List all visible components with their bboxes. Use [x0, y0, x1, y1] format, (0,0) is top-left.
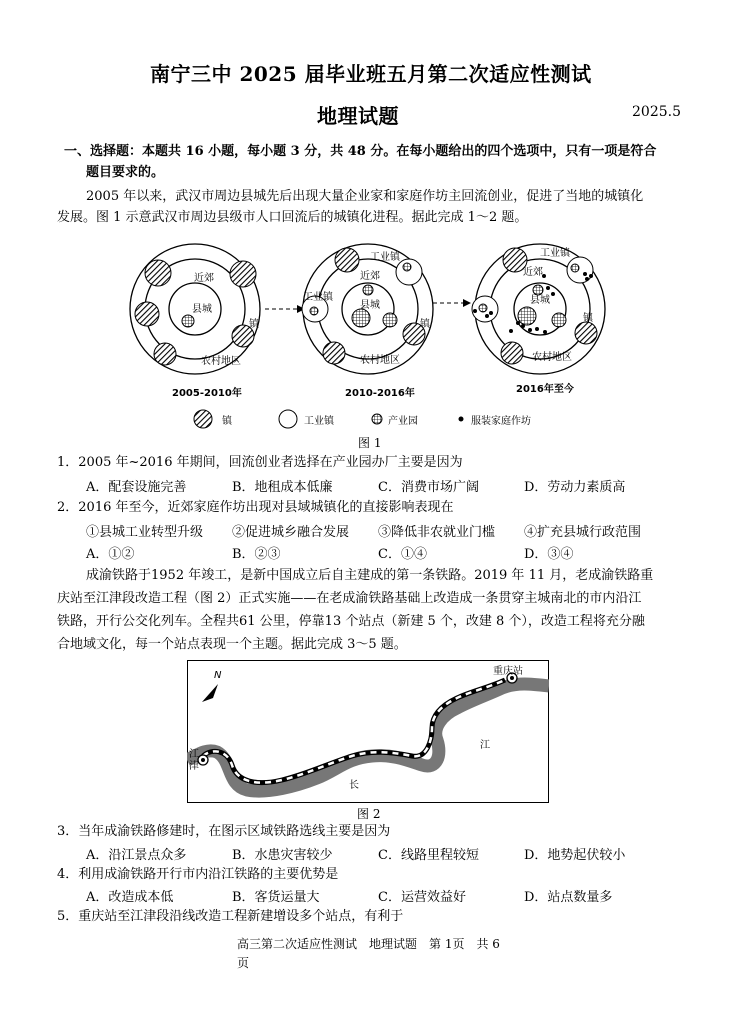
p3-suburb-label: 近郊 [523, 267, 543, 278]
industrial-park-marker [383, 313, 397, 327]
p2-suburb-label: 近郊 [360, 271, 380, 282]
industrial-park-marker [571, 264, 579, 272]
p2-county-label: 县城 [360, 300, 380, 311]
figure2-map [187, 660, 549, 803]
p3-rural-label: 农村地区 [532, 352, 572, 363]
p3-period-label: 2016年至今 [516, 384, 574, 395]
p1-rural-label: 农村地区 [201, 356, 241, 367]
passage2-line2: 庆站至江津段改造工程（图 2）正式实施——在老成渝铁路基础上改造成一条贯穿主城南北的市内沿江 [57, 591, 642, 606]
section-heading-line2: 题目要求的。 [86, 165, 165, 180]
p1-suburb-label: 近郊 [194, 273, 214, 284]
q3-option-a[interactable]: A．沿江景点众多 [86, 848, 187, 863]
p3-county-label: 县城 [530, 295, 550, 306]
town-marker [154, 343, 176, 365]
q4-stem: 4．利用成渝铁路开行市内沿江铁路的主要优势是 [57, 867, 339, 882]
q3-option-c[interactable]: C．线路里程较短 [378, 848, 479, 863]
industrial-park-marker [552, 313, 566, 327]
legend-industrial-park-symbol [372, 414, 382, 424]
q2-option-a[interactable]: A．①② [86, 547, 135, 562]
q3-option-b[interactable]: B．水患灾害较少 [232, 848, 333, 863]
river-label-1: 长 [349, 780, 359, 791]
q2-option-d[interactable]: D．③④ [524, 547, 574, 562]
figure2-caption: 图 2 [357, 807, 381, 821]
q4-option-c[interactable]: C．运营效益好 [378, 890, 466, 905]
q4-option-d[interactable]: D．站点数量多 [524, 890, 613, 905]
legend-industrial-park-label: 产业园 [388, 416, 418, 427]
q3-option-d[interactable]: D．地势起伏较小 [524, 848, 626, 863]
legend-industrial-town-symbol [279, 410, 297, 428]
jiangjin-label-2: 津 [189, 761, 199, 772]
passage1-line1: 2005 年以来，武汉市周边县城先后出现大量企业家和家庭作坊主回流创业，促进了当地的城镇化 [86, 189, 644, 204]
town-marker [575, 322, 597, 344]
section-heading-line1: 一、选择题：本题共 16 小题，每小题 3 分，共 48 分。在每小题给出的四个选项中，只有一项是符合 [64, 144, 657, 159]
q4-option-b[interactable]: B．客货运量大 [232, 890, 320, 905]
town-marker [230, 261, 256, 287]
industrial-park-marker [403, 263, 411, 271]
figure1-diagram [125, 236, 625, 436]
chongqing-station-label: 重庆站 [493, 666, 523, 677]
progress-arrow-head [463, 299, 471, 307]
industrial-park-marker [352, 309, 370, 327]
q2-item-4: ④扩充县城行政范围 [524, 525, 642, 540]
q1-option-b[interactable]: B．地租成本低廉 [232, 480, 333, 495]
town-marker [501, 342, 523, 364]
industrial-park-marker [479, 304, 487, 312]
q5-stem: 5．重庆站至江津段沿线改造工程新建增设多个站点，有利于 [57, 909, 404, 924]
p2-town-label: 镇 [420, 319, 430, 330]
industrial-park-marker [310, 307, 318, 315]
q1-option-c[interactable]: C．消费市场广阔 [378, 480, 479, 495]
passage2-line4: 合地域文化，每一个站点表现一个主题。据此完成 3～5 题。 [57, 637, 407, 652]
passage1-line2: 发展。图 1 示意武汉市周边县级市人口回流后的城镇化进程。据此完成 1～2 题。 [57, 210, 528, 225]
legend-town-symbol [194, 410, 212, 428]
q3-stem: 3．当年成渝铁路修建时，在图示区域铁路选线主要是因为 [57, 824, 391, 839]
q1-option-d[interactable]: D．劳动力素质高 [524, 480, 626, 495]
q1-stem: 1．2005 年~2016 年期间，回流创业者选择在产业园办厂主要是因为 [57, 455, 463, 470]
north-label: N [214, 670, 222, 681]
p3-industrial-town-label: 工业镇 [540, 248, 570, 259]
footer-line2: 页 [237, 956, 250, 970]
p1-town-label: 镇 [249, 319, 259, 330]
town-marker [335, 248, 359, 272]
river-label-2: 江 [480, 740, 490, 751]
industrial-park-marker [182, 315, 194, 327]
footer-line1: 高三第二次适应性测试 地理试题 第 1页 共 6 [237, 937, 500, 951]
p2-period-label: 2010-2016年 [345, 388, 415, 399]
town-marker [323, 342, 345, 364]
jiangjin-label-1: 江 [189, 749, 199, 760]
q1-option-a[interactable]: A．配套设施完善 [86, 480, 187, 495]
passage2-line3: 铁路，开行公交化列车。全程共61 公里，停靠13 个站点（新建 5 个，改建 8 个），改造工程将充分融 [57, 614, 645, 629]
q2-option-c[interactable]: C．①④ [378, 547, 427, 562]
p2-rural-label: 农村地区 [360, 355, 400, 366]
q2-item-1: ①县城工业转型升级 [86, 525, 204, 540]
industrial-town-marker [567, 257, 593, 283]
q2-item-3: ③降低非农就业门槛 [378, 525, 496, 540]
industrial-park-marker [363, 285, 373, 295]
legend-town-label: 镇 [222, 416, 232, 427]
p3-town-label: 镇 [583, 313, 593, 324]
q2-option-b[interactable]: B．②③ [232, 547, 281, 562]
q2-stem: 2．2016 年至今，近郊家庭作坊出现对县域城镇化的直接影响表现在 [57, 500, 454, 515]
passage2-line1: 成渝铁路于1952 年竣工，是新中国成立后自主建成的第一条铁路。2019 年 11 月，老成渝铁路重 [86, 568, 654, 583]
q4-option-a[interactable]: A．改造成本低 [86, 890, 174, 905]
town-marker [145, 260, 171, 286]
legend-workshop-label: 服装家庭作坊 [471, 416, 531, 427]
q2-item-2: ②促进城乡融合发展 [232, 525, 350, 540]
p2-industrial-town-label: 工业镇 [370, 252, 400, 263]
exam-date: 2025.5 [632, 104, 681, 120]
town-marker [135, 302, 159, 326]
legend-workshop-symbol [459, 417, 464, 422]
figure1-caption: 图 1 [358, 436, 382, 450]
legend-industrial-town-label: 工业镇 [304, 416, 334, 427]
subject-title: 地理试题 [317, 104, 399, 128]
p2-industrial-town-left-label: 工业镇 [303, 292, 333, 303]
p1-county-label: 县城 [192, 304, 212, 315]
industrial-park-marker [518, 307, 536, 325]
p1-period-label: 2005-2010年 [172, 388, 242, 399]
page-title: 南宁三中 2025 届毕业班五月第二次适应性测试 [150, 62, 592, 86]
